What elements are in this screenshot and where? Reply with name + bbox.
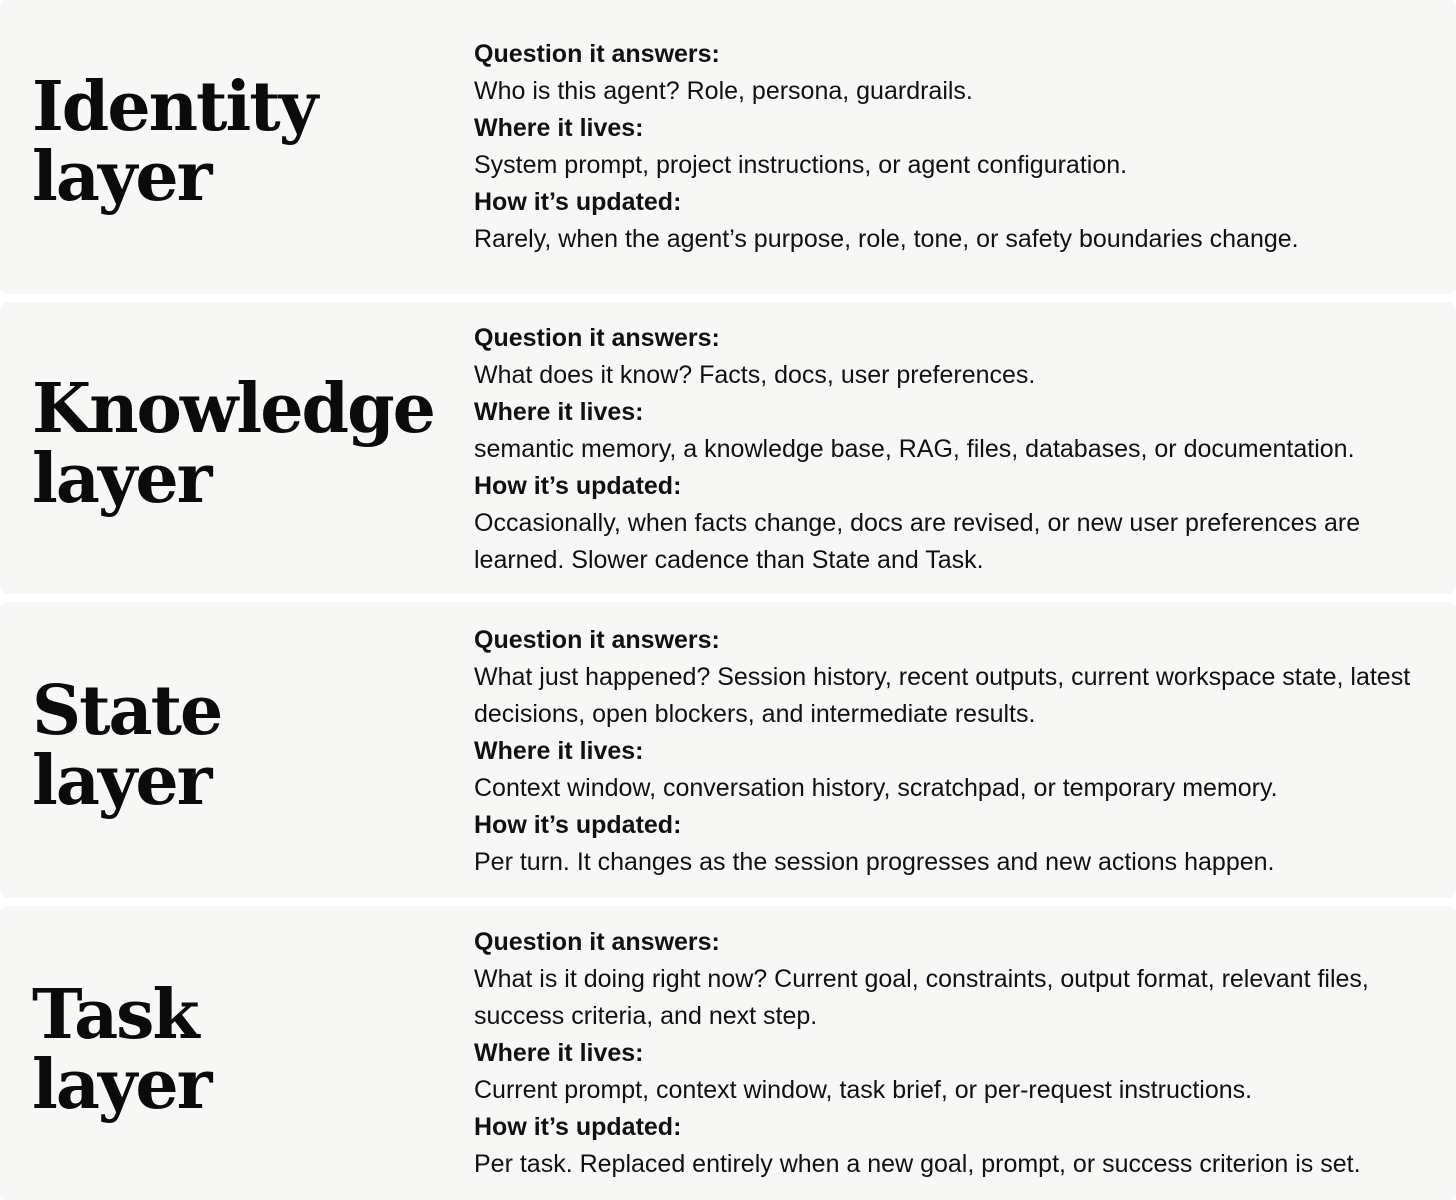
how-text: Occasionally, when facts change, docs are revised, or new user preferences are learned. Slower cadence than State and Task. xyxy=(474,509,1361,574)
how-label: How it’s updated: xyxy=(474,188,682,216)
where-text: System prompt, project instructions, or agent configuration. xyxy=(474,151,1128,179)
layer-title-line1: State xyxy=(32,671,222,751)
how-label: How it’s updated: xyxy=(474,472,682,500)
how-label: How it’s updated: xyxy=(474,811,682,839)
layer-details xyxy=(474,924,1444,1183)
question-label: Question it answers: xyxy=(474,40,720,68)
how-text: Per turn. It changes as the session progresses and new actions happen. xyxy=(474,848,1275,876)
question-label: Question it answers: xyxy=(474,928,720,956)
knowledge-layer-card xyxy=(0,302,1456,594)
where-text: Current prompt, context window, task brief, or per-request instructions. xyxy=(474,1076,1253,1104)
question-text: What is it doing right now? Current goal, constraints, output format, relevant files, success criteria, and next step. xyxy=(474,965,1369,1030)
layer-title-line2: layer xyxy=(32,137,211,217)
where-text: semantic memory, a knowledge base, RAG, files, databases, or documentation. xyxy=(474,435,1355,463)
question-text: Who is this agent? Role, persona, guardrails. xyxy=(474,77,973,105)
layer-details xyxy=(474,622,1444,881)
task-layer-card xyxy=(0,906,1456,1200)
layer-title xyxy=(32,67,317,217)
layer-title xyxy=(32,975,211,1125)
question-text: What does it know? Facts, docs, user preferences. xyxy=(474,361,1036,389)
layer-title-line2: layer xyxy=(32,439,211,519)
identity-layer-card xyxy=(0,0,1456,294)
how-text: Rarely, when the agent’s purpose, role, tone, or safety boundaries change. xyxy=(474,225,1299,253)
layer-title xyxy=(32,369,434,519)
question-label: Question it answers: xyxy=(474,626,720,654)
layer-title xyxy=(32,671,222,821)
how-label: How it’s updated: xyxy=(474,1113,682,1141)
where-text: Context window, conversation history, scratchpad, or temporary memory. xyxy=(474,774,1278,802)
question-text: What just happened? Session history, recent outputs, current workspace state, latest decisions, open blockers, and intermediate results. xyxy=(474,663,1411,728)
where-label: Where it lives: xyxy=(474,398,644,426)
state-layer-card xyxy=(0,602,1456,898)
where-label: Where it lives: xyxy=(474,1039,644,1067)
layer-details xyxy=(474,36,1444,258)
layer-title-line1: Identity xyxy=(32,67,317,147)
where-label: Where it lives: xyxy=(474,114,644,142)
layer-title-line1: Task xyxy=(32,975,198,1055)
question-label: Question it answers: xyxy=(474,324,720,352)
how-text: Per task. Replaced entirely when a new goal, prompt, or success criterion is set. xyxy=(474,1150,1361,1178)
layer-details xyxy=(474,320,1444,579)
where-label: Where it lives: xyxy=(474,737,644,765)
layer-title-line2: layer xyxy=(32,1045,211,1125)
layer-title-line2: layer xyxy=(32,741,211,821)
layer-title-line1: Knowledge xyxy=(32,369,434,449)
